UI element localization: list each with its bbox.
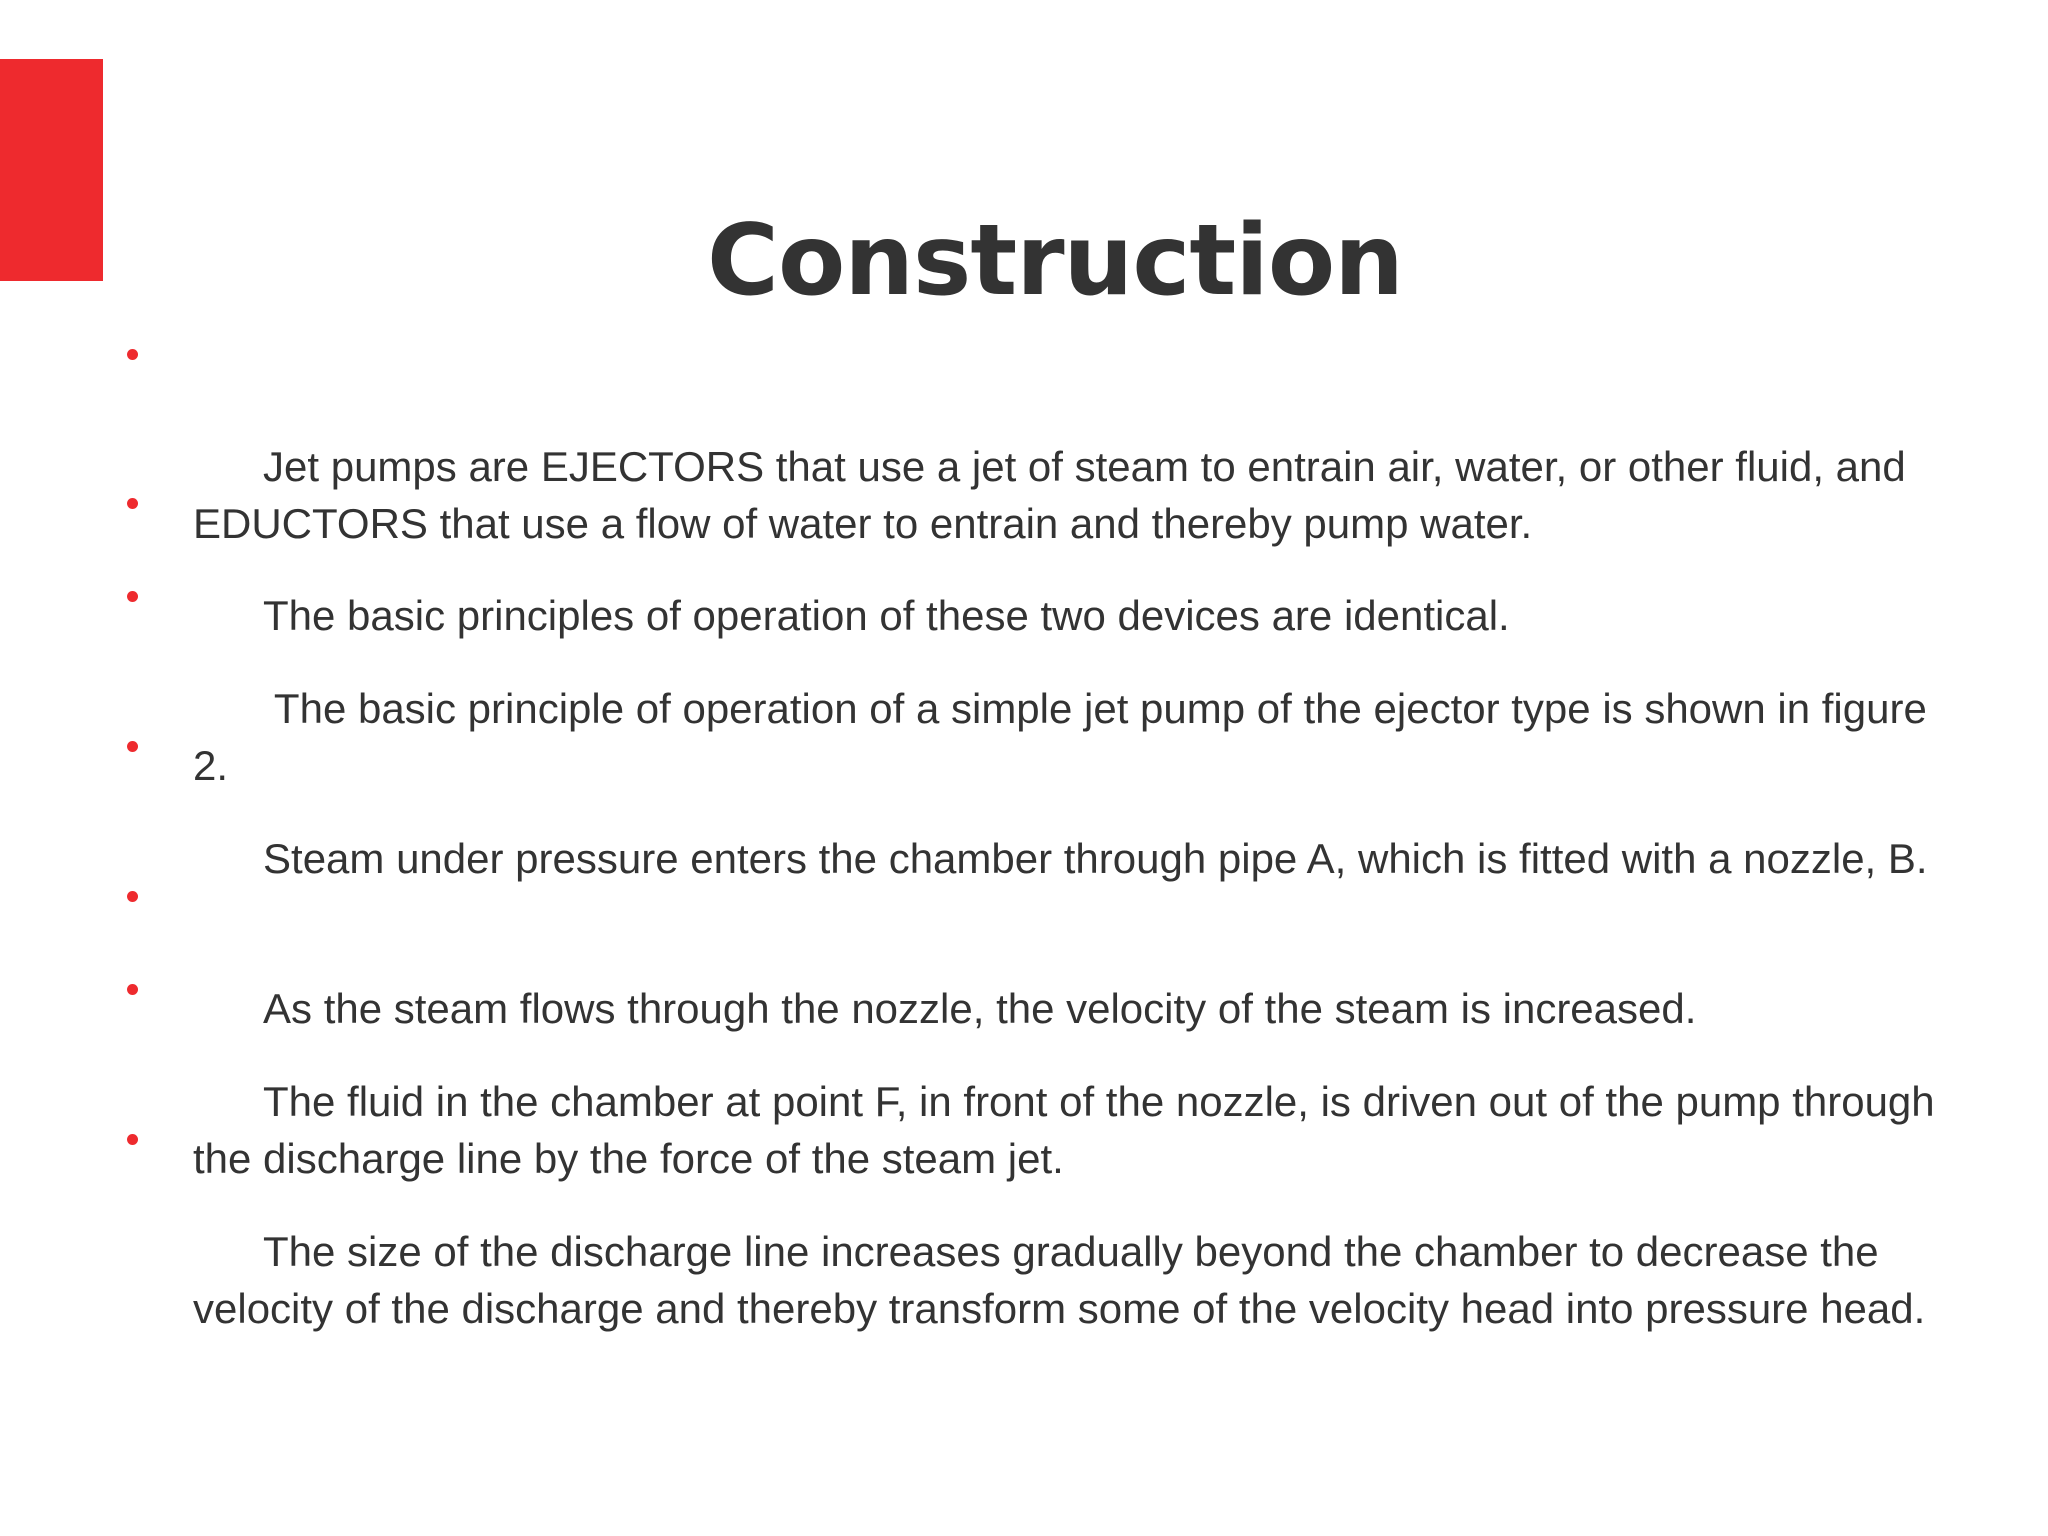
- bullet-dot-icon: [127, 349, 138, 360]
- bullet-dot-icon: [127, 591, 138, 602]
- bullet-text: The basic principles of operation of these two devices are identical.: [263, 592, 1510, 639]
- bullet-text: The fluid in the chamber at point F, in front of the nozzle, is driven out of the pump through the discharge line by the force of the steam jet.: [193, 1078, 1947, 1182]
- bullet-text: The size of the discharge line increases gradually beyond the chamber to decrease the velocity of the discharge and thereby transform some of the velocity head into pressure head.: [193, 1228, 1926, 1332]
- bullet-dot-icon: [127, 891, 138, 902]
- bullet-dot-icon: [127, 498, 138, 509]
- bullet-dot-icon: [127, 984, 138, 995]
- bullet-item: [193, 1109, 1973, 1394]
- bullet-dot-icon: [127, 741, 138, 752]
- slide-title: Construction: [707, 203, 1403, 318]
- bullet-text: Steam under pressure enters the chamber through pipe A, which is fitted with a nozzle, B.: [263, 835, 1928, 882]
- bullet-text: As the steam flows through the nozzle, the velocity of the steam is increased.: [263, 985, 1697, 1032]
- bullet-text: The basic principle of operation of a simple jet pump of the ejector type is shown in figure 2.: [193, 685, 1939, 789]
- bullet-text: Jet pumps are EJECTORS that use a jet of steam to entrain air, water, or other fluid, and EDUCTORS that use a flow of water to entrain and thereby pump water.: [193, 443, 1918, 547]
- bullet-dot-icon: [127, 1134, 138, 1145]
